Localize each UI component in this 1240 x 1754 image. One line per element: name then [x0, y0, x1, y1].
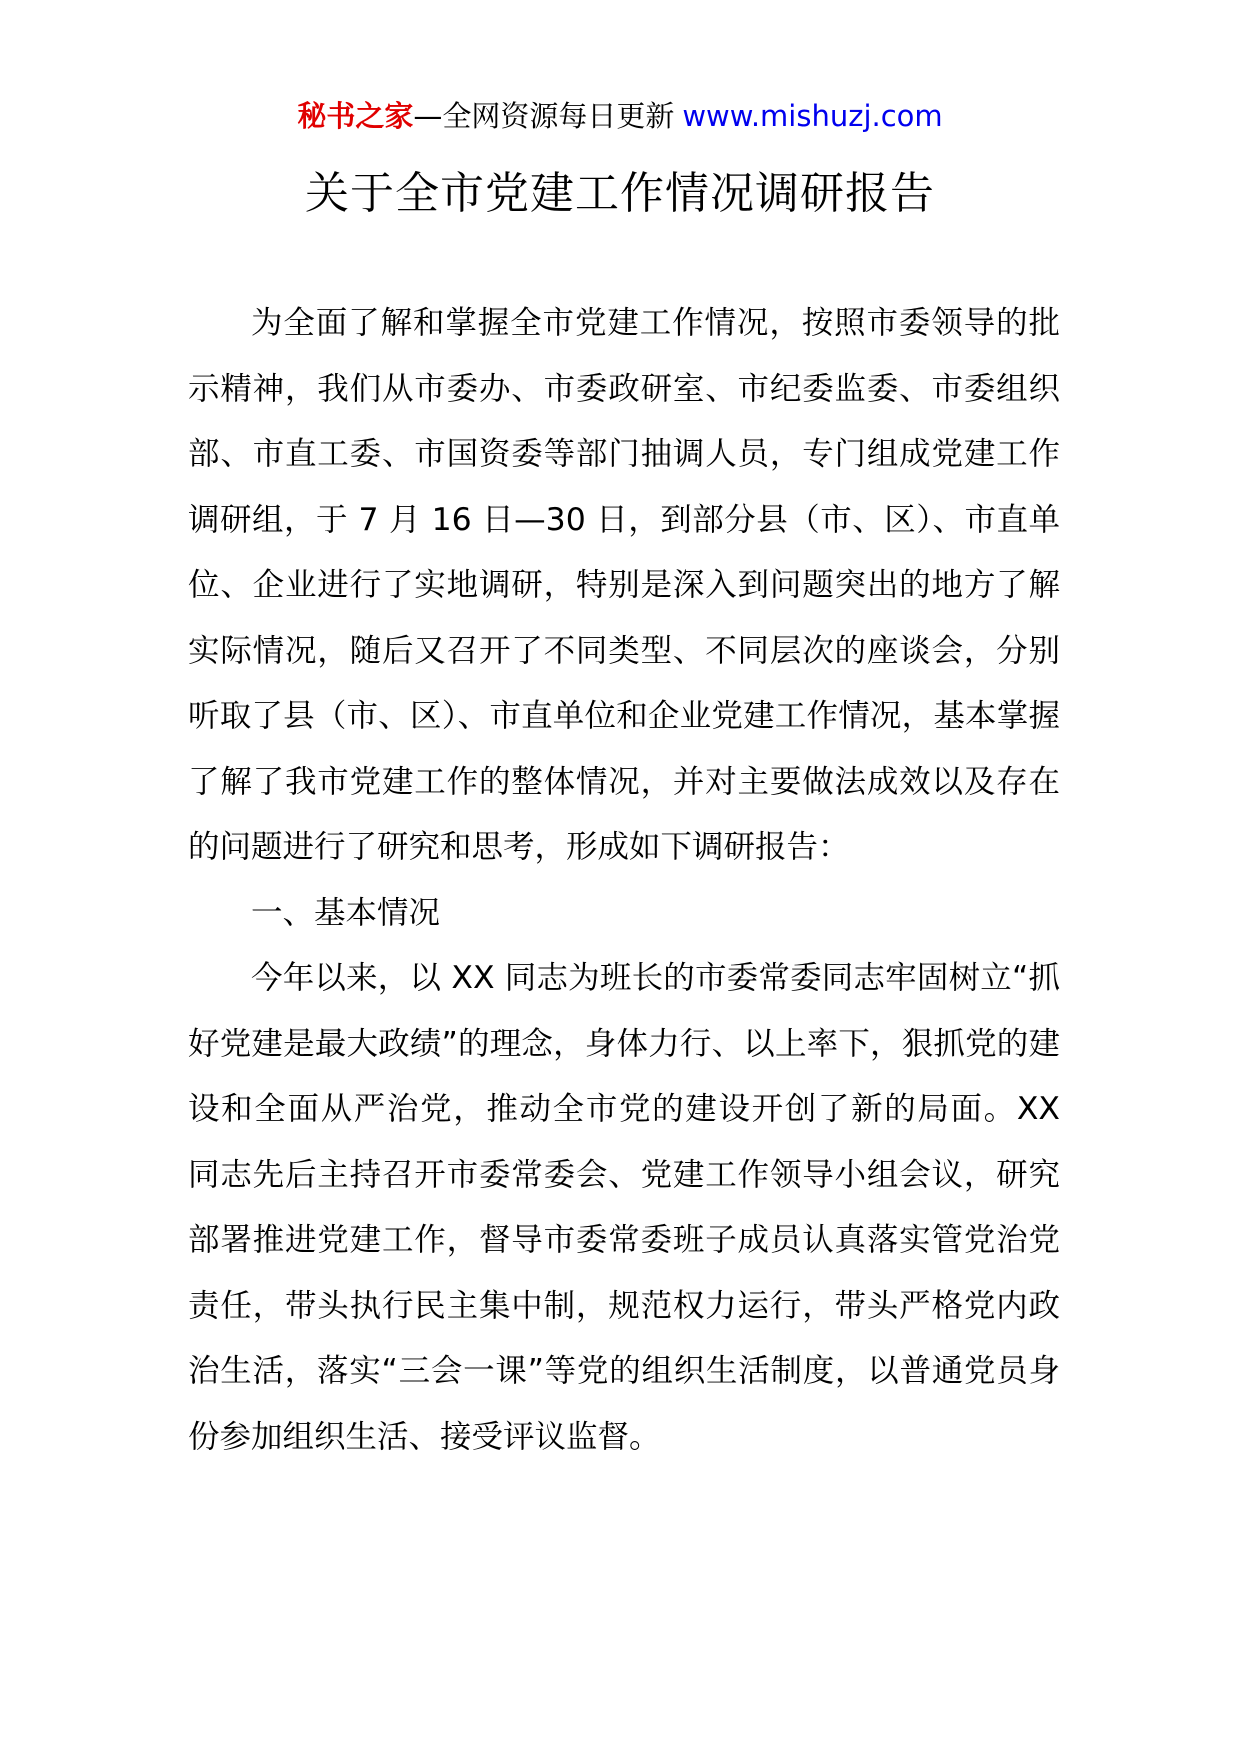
section-heading-basic-situation: 一、基本情况	[251, 894, 441, 931]
paragraph-basic-situation: 今年以来，以 XX 同志为班长的市委常委同志牢固树立“抓好党建是最大政绩”的理念，身体力行、以上率下，狠抓党的建设和全面从严治党，推动全市党的建设开创了新的局面。XX 同志先后主持召开市委常委会、党建工作领导小组会议，研究部署推进党建工作，督导市委常委班子成员认真落实管党治党责任，带头执行民主集中制，规范权力运行，带头严格党内政治生活，落实“三会一课”等党的组织生活制度，以普通党员身份参加组织生活、接受评议监督。	[188, 960, 1060, 1455]
document-title: 关于全市党建工作情况调研报告	[305, 168, 935, 219]
paragraph-intro: 为全面了解和掌握全市党建工作情况，按照市委领导的批示精神，我们从市委办、市委政研室、市纪委监委、市委组织部、市直工委、市国资委等部门抽调人员，专门组成党建工作调研组，于 7 月 16 日—30 日，到部分县（市、区）、市直单位、企业进行了实地调研，特别是深入到问题突出的地方了解实际情况，随后又召开了不同类型、不同层次的座谈会，分别听取了县（市、区）、市直单位和企业党建工作情况，基本掌握了解了我市党建工作的整体情况，并对主要做法成效以及存在的问题进行了研究和思考，形成如下调研报告：	[188, 305, 1060, 865]
site-tagline: —全网资源每日更新	[413, 99, 675, 133]
site-brand: 秘书之家	[297, 99, 414, 133]
site-url-link[interactable]: www.mishuzj.com	[682, 99, 943, 133]
document-body	[188, 291, 1060, 1470]
site-header	[0, 96, 1240, 136]
